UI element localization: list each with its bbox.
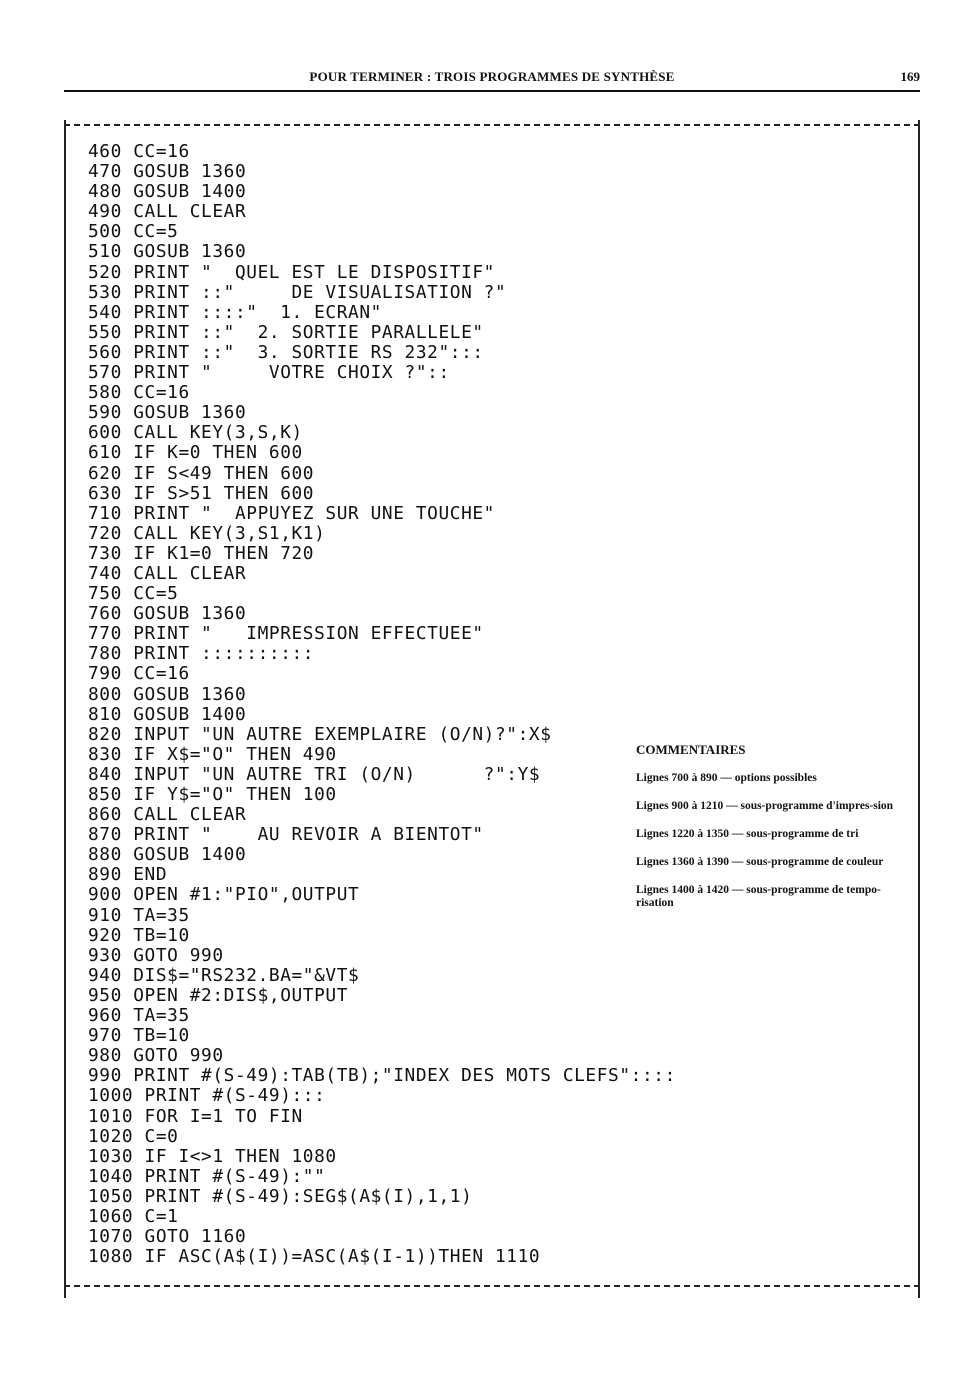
comments-list <box>636 772 920 910</box>
code-line: 910 TA=35 <box>88 904 190 926</box>
code-line: 790 CC=16 <box>88 663 190 685</box>
comment-item: Lignes 1220 à 1350 — sous-programme de tri <box>636 828 859 840</box>
code-line: 480 GOSUB 1400 <box>88 181 247 203</box>
code-line: 600 CALL KEY(3,S,K) <box>88 422 303 444</box>
code-line: 490 CALL CLEAR <box>88 201 247 223</box>
code-line: 1000 PRINT #(S-49)::: <box>88 1085 326 1107</box>
code-line: 1030 IF I<>1 THEN 1080 <box>88 1145 337 1167</box>
code-line: 810 GOSUB 1400 <box>88 703 247 725</box>
code-line: 540 PRINT ::::" 1. ECRAN" <box>88 301 382 323</box>
code-line: 950 OPEN #2:DIS$,OUTPUT <box>88 984 349 1006</box>
comment-item: Lignes 1400 à 1420 — sous-programme de tempo-risation <box>636 884 881 909</box>
code-line: 760 GOSUB 1360 <box>88 603 247 625</box>
code-line: 780 PRINT :::::::::: <box>88 643 315 665</box>
comment-item: Lignes 700 à 890 — options possibles <box>636 772 817 784</box>
code-line: 710 PRINT " APPUYEZ SUR UNE TOUCHE" <box>88 502 495 524</box>
listing-bottom-border <box>64 1285 920 1287</box>
code-line: 820 INPUT "UN AUTRE EXEMPLAIRE (O/N)?":X$ <box>88 723 552 745</box>
code-line: 510 GOSUB 1360 <box>88 241 247 263</box>
comments-box <box>636 742 920 925</box>
code-line: 900 OPEN #1:"PIO",OUTPUT <box>88 884 360 906</box>
code-line: 860 CALL CLEAR <box>88 804 247 826</box>
running-title: POUR TERMINER : TROIS PROGRAMMES DE SYNTHÈSE <box>309 69 675 84</box>
code-line: 830 IF X$="O" THEN 490 <box>88 743 337 765</box>
basic-listing <box>88 142 676 1267</box>
code-line: 880 GOSUB 1400 <box>88 844 247 866</box>
code-line: 470 GOSUB 1360 <box>88 161 247 183</box>
code-line: 850 IF Y$="O" THEN 100 <box>88 784 337 805</box>
code-line: 720 CALL KEY(3,S1,K1) <box>88 522 326 544</box>
code-line: 500 CC=5 <box>88 221 179 243</box>
code-line: 620 IF S<49 THEN 600 <box>88 462 315 484</box>
code-line: 800 GOSUB 1360 <box>88 683 247 705</box>
code-line: 940 DIS$="RS232.BA="&VT$ <box>88 964 360 986</box>
code-line: 730 IF K1=0 THEN 720 <box>88 542 315 564</box>
code-line: 1060 C=1 <box>88 1205 179 1227</box>
code-line: 930 GOTO 990 <box>88 944 224 966</box>
page-header <box>64 66 920 92</box>
code-line: 1070 GOTO 1160 <box>88 1226 247 1248</box>
code-line: 920 TB=10 <box>88 924 190 946</box>
page-number: 169 <box>900 69 920 84</box>
comment-item: Lignes 1360 à 1390 — sous-programme de couleur <box>636 856 884 868</box>
code-line: 550 PRINT ::" 2. SORTIE PARALLELE" <box>88 321 484 343</box>
code-line: 560 PRINT ::" 3. SORTIE RS 232"::: <box>88 341 484 363</box>
code-line: 1010 FOR I=1 TO FIN <box>88 1105 303 1127</box>
code-line: 630 IF S>51 THEN 600 <box>88 482 315 504</box>
comments-heading: COMMENTAIRES <box>636 742 746 757</box>
code-line: 970 TB=10 <box>88 1025 190 1047</box>
code-line: 530 PRINT ::" DE VISUALISATION ?" <box>88 281 507 303</box>
code-line: 590 GOSUB 1360 <box>88 402 247 424</box>
code-line: 840 INPUT "UN AUTRE TRI (O/N) ?":Y$ <box>88 763 541 785</box>
code-line: 580 CC=16 <box>88 382 190 404</box>
code-line: 1050 PRINT #(S-49):SEG$(A$(I),1,1) <box>88 1185 473 1207</box>
code-line: 990 PRINT #(S-49):TAB(TB);"INDEX DES MOTS CLEFS":::: <box>88 1065 676 1087</box>
code-line: 1020 C=0 <box>88 1125 179 1147</box>
code-line: 1040 PRINT #(S-49):"" <box>88 1165 326 1187</box>
code-line: 890 END <box>88 864 168 886</box>
code-line: 610 IF K=0 THEN 600 <box>88 442 303 464</box>
code-line: 740 CALL CLEAR <box>88 562 247 584</box>
code-line: 960 TA=35 <box>88 1005 190 1027</box>
code-line: 460 CC=16 <box>88 141 190 162</box>
listing-top-border <box>64 124 920 126</box>
code-line: 750 CC=5 <box>88 583 179 605</box>
code-line: 770 PRINT " IMPRESSION EFFECTUEE" <box>88 623 484 645</box>
code-line: 520 PRINT " QUEL EST LE DISPOSITIF" <box>88 261 495 283</box>
comment-item: Lignes 900 à 1210 — sous-programme d'impres-sion <box>636 800 894 812</box>
code-line: 870 PRINT " AU REVOIR A BIENTOT" <box>88 824 484 846</box>
code-line: 980 GOTO 990 <box>88 1045 224 1067</box>
code-line: 570 PRINT " VOTRE CHOIX ?":: <box>88 362 450 384</box>
code-line: 1080 IF ASC(A$(I))=ASC(A$(I-1))THEN 1110 <box>88 1246 541 1268</box>
